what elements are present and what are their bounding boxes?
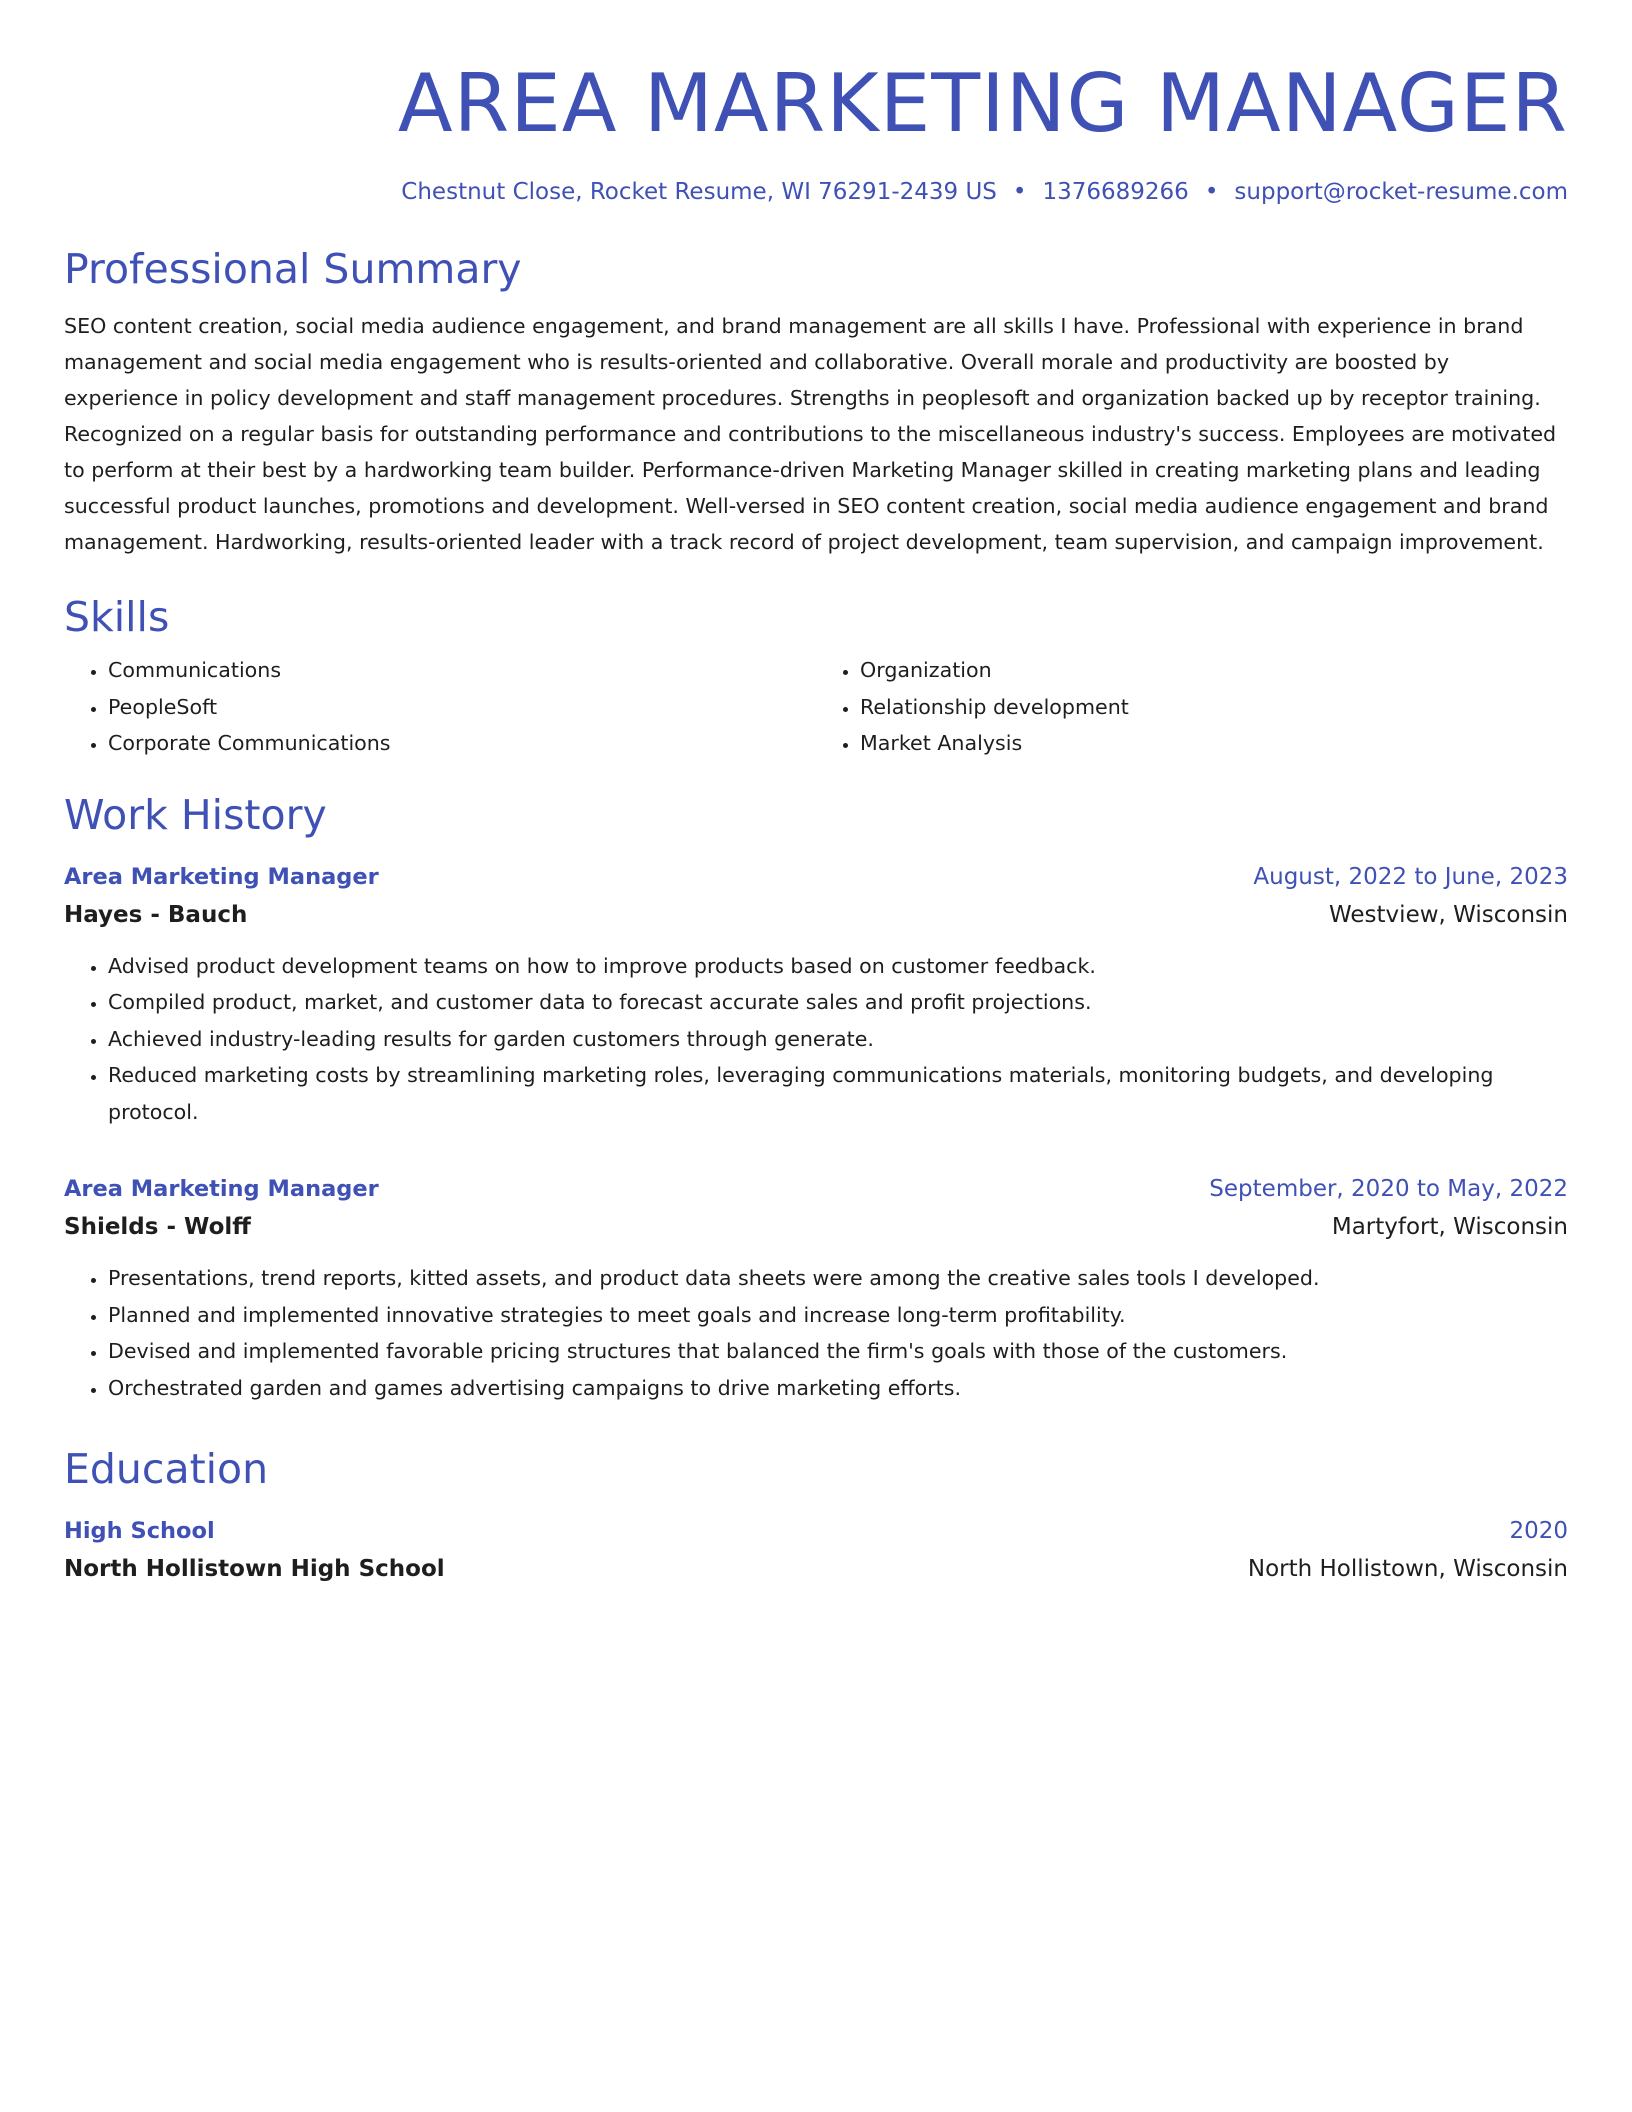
job-company-row bbox=[64, 896, 1568, 934]
job-location: Martyfort, Wisconsin bbox=[1331, 1214, 1568, 1240]
job-entry bbox=[64, 858, 1568, 1131]
education-location: North Hollistown, Wisconsin bbox=[1247, 1556, 1568, 1582]
skills-section bbox=[64, 590, 1568, 762]
education-degree: High School bbox=[64, 1518, 215, 1544]
job-company: Hayes - Bauch bbox=[64, 901, 248, 928]
job-company-row bbox=[64, 1208, 1568, 1246]
education-year: 2020 bbox=[1509, 1518, 1568, 1544]
job-bullets bbox=[64, 1260, 1568, 1406]
job-bullet: • Achieved industry-leading results for garden customers through generate. bbox=[108, 1021, 1568, 1058]
skill-item: • Organization bbox=[860, 652, 1568, 689]
job-dates: August, 2022 to June, 2023 bbox=[1253, 863, 1568, 890]
skill-item: • Relationship development bbox=[860, 689, 1568, 726]
job-entry bbox=[64, 1170, 1568, 1406]
contact-phone: 1376689266 bbox=[1042, 179, 1189, 205]
education-section bbox=[64, 1442, 1568, 1588]
job-bullet: • Reduced marketing costs by streamlining marketing roles, leveraging communications materials, monitoring budgets, and developing protocol. bbox=[108, 1057, 1568, 1130]
job-bullet: • Compiled product, market, and customer data to forecast accurate sales and profit projections. bbox=[108, 984, 1568, 1021]
skill-item: • Corporate Communications bbox=[108, 725, 816, 762]
job-bullet: • Devised and implemented favorable pricing structures that balanced the firm's goals with those of the customers. bbox=[108, 1333, 1568, 1370]
education-title: Education bbox=[64, 1445, 269, 1493]
job-company: Shields - Wolff bbox=[64, 1214, 251, 1240]
job-bullet: • Orchestrated garden and games advertising campaigns to drive marketing efforts. bbox=[108, 1370, 1568, 1407]
education-school-row bbox=[64, 1550, 1568, 1588]
education-header-row bbox=[64, 1512, 1568, 1550]
work-history-title: Work History bbox=[64, 790, 327, 839]
skill-item: • Market Analysis bbox=[860, 725, 1568, 762]
resume-header bbox=[64, 54, 1568, 208]
job-bullet: • Presentations, trend reports, kitted assets, and product data sheets were among the creative sales tools I developed. bbox=[108, 1260, 1568, 1297]
skills-column-left bbox=[64, 652, 816, 762]
skills-title: Skills bbox=[64, 593, 170, 641]
skill-item: • PeopleSoft bbox=[108, 689, 816, 726]
job-header-row bbox=[64, 858, 1568, 896]
contact-address: Chestnut Close, Rocket Resume, WI 76291-2439 US bbox=[401, 179, 997, 205]
job-bullets bbox=[64, 948, 1568, 1131]
job-dates: September, 2020 to May, 2022 bbox=[1209, 1176, 1568, 1202]
job-role: Area Marketing Manager bbox=[64, 1176, 379, 1202]
education-entry bbox=[64, 1512, 1568, 1588]
job-bullet: • Advised product development teams on how to improve products based on customer feedback. bbox=[108, 948, 1568, 985]
education-school: North Hollistown High School bbox=[64, 1556, 445, 1582]
skill-item: • Communications bbox=[108, 652, 816, 689]
contact-email[interactable]: support@rocket-resume.com bbox=[1234, 179, 1568, 205]
job-header-row bbox=[64, 1170, 1568, 1208]
contact-separator: • bbox=[1204, 179, 1219, 205]
summary-title: Professional Summary bbox=[64, 245, 522, 293]
summary-text: SEO content creation, social media audience engagement, and brand management are all skills I have. Professional with experience in brand management and social media engagement who is results-oriented and collaborative. Overall morale and productivity are boosted by experience in policy development and staff management procedures. Strengths in peoplesoft and organization backed up by receptor training. Recognized on a regular basis for outstanding performance and contributions to the miscellaneous industry's success. Employees are motivated to perform at their best by a hardworking team builder. Performance-driven Marketing Manager skilled in creating marketing plans and leading successful product launches, promotions and development. Well-versed in SEO content creation, social media audience engagement and brand management. Hardworking, results-oriented leader with a track record of project development, team supervision, and campaign improvement. bbox=[64, 314, 1557, 554]
skills-column-right bbox=[816, 652, 1568, 762]
contact-line bbox=[64, 176, 1568, 208]
resume-name: AREA MARKETING MANAGER bbox=[397, 57, 1568, 150]
job-role: Area Marketing Manager bbox=[64, 863, 379, 890]
job-bullet: • Planned and implemented innovative strategies to meet goals and increase long-term profitability. bbox=[108, 1297, 1568, 1334]
skills-grid bbox=[64, 652, 1568, 762]
contact-separator: • bbox=[1012, 179, 1027, 205]
summary-section bbox=[64, 242, 1568, 560]
job-location: Westview, Wisconsin bbox=[1329, 901, 1568, 928]
work-history-section bbox=[64, 788, 1568, 1407]
